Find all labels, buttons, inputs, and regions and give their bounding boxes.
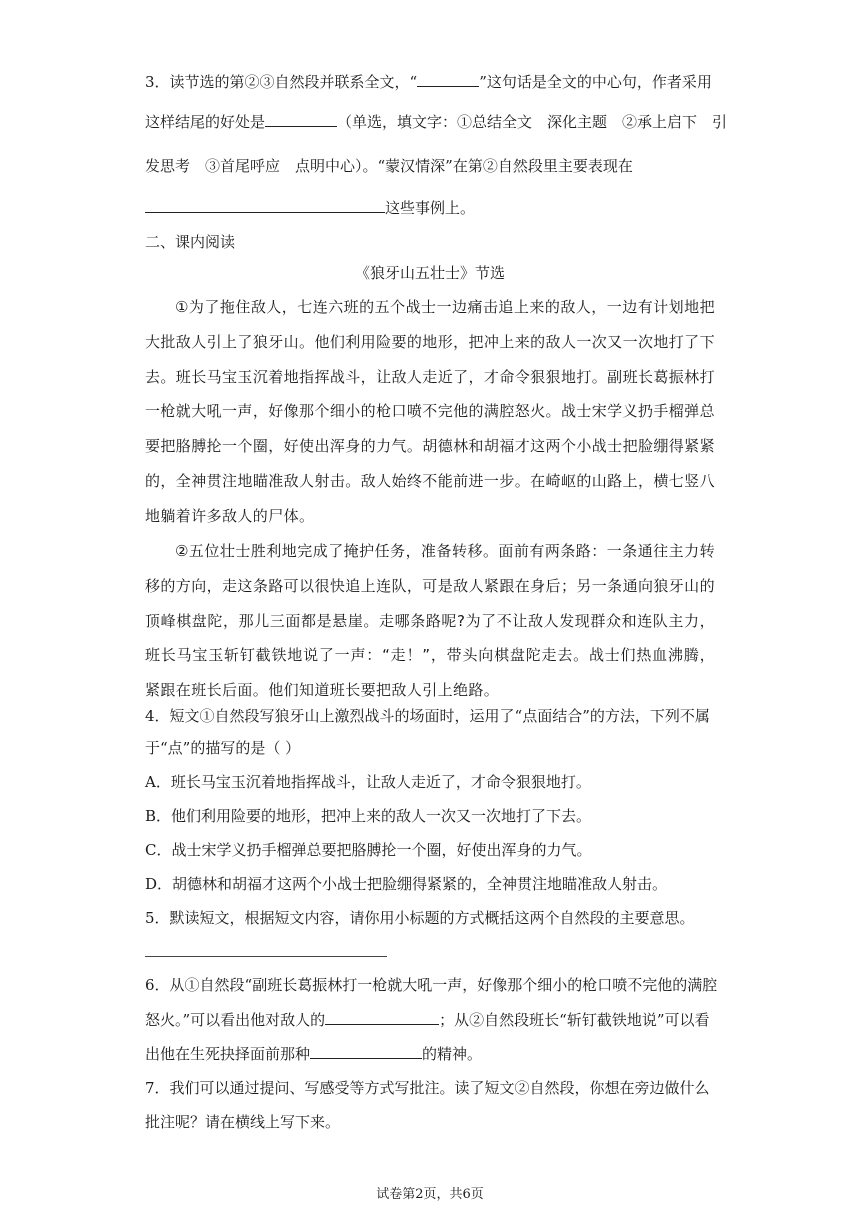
page-footer: 试卷第2页，共6页: [376, 1187, 484, 1202]
q5-answer-line[interactable]: [145, 956, 387, 957]
q6-line-2: [145, 1010, 715, 1030]
section-heading: 二、课内阅读: [145, 233, 236, 251]
q4-stem-line-1: 4．短文①自然段写狼牙山上激烈战斗的场面时，运用了“点面结合”的方法，下列不属: [145, 707, 710, 725]
q6-line-1: 6．从①自然段“副班长葛振林打一枪就大吼一声，好像那个细小的枪口喷不完他的满腔: [145, 976, 718, 994]
q6-text-d: 的精神。: [422, 1045, 483, 1063]
q4-option-a[interactable]: A．班长马宝玉沉着地指挥战斗，让敌人走近了，才命令狠狠地打。: [145, 773, 591, 791]
q6-line-3: [145, 1044, 715, 1064]
q6-text-a: 怒火。”可以看出他对敌人的: [145, 1011, 326, 1029]
q4-option-b[interactable]: B．他们利用险要的地形，把冲上来的敌人一次又一次地打了下去。: [145, 807, 592, 825]
q3-text-a: 3．读节选的第②③自然段并联系全文，“: [145, 73, 418, 91]
q3-text-d: （单选，填文字：①总结全文 深化主题 ②承上启下 引: [337, 113, 728, 131]
q4-stem-line-2: 于“点”的描写的是（ ）: [145, 739, 301, 757]
q6-text-c: 出他在生死抉择面前那种: [145, 1045, 311, 1063]
q3-text-e: 这些事例上。: [385, 199, 476, 217]
q3-text-c: 这样结尾的好处是: [145, 113, 266, 131]
passage-paragraph-1: ①为了拖住敌人，七连六班的五个战士一边痛击追上来的敌人，一边有计划地把大批敌人引上了狼牙山。他们利用险要的地形，把冲上来的敌人一次又一次地打了下去。班长马宝玉沉着地指挥战斗，让敌人走近了，才命令狠狠地打。副班长葛振林打一枪就大吼一声，好像那个细小的枪口喷不完他的满腔怒火。战士宋学义扔手榴弹总要把胳膊抡一个圈，好使出浑身的力气。胡德林和胡福才这两个小战士把脸绷得紧紧的，全神贯注地瞄准敌人射击。敌人始终不能前进一步。在崎岖的山路上，横七竖八地躺着许多敌人的尸体。: [145, 298, 715, 525]
passage-paragraph-2: ②五位壮士胜利地完成了掩护任务，准备转移。面前有两条路：一条通往主力转移的方向，走这条路可以很快追上连队，可是敌人紧跟在身后；另一条通向狼牙山的顶峰棋盘陀，那儿三面都是悬崖。走哪条路呢?为了不让敌人发现群众和连队主力，班长马宝玉斩钉截铁地说了一声：“走！”，带头向棋盘陀走去。战士们热血沸腾，紧跟在班长后面。他们知道班长要把敌人引上绝路。: [145, 542, 715, 700]
q3-line-3: 发思考 ③首尾呼应 点明中心）。“蒙汉情深”在第②自然段里主要表现在: [145, 157, 633, 175]
q6-blank-attitude[interactable]: [325, 1010, 439, 1025]
passage-title: 《狼牙山五壮士》节选: [354, 264, 505, 282]
q3-line-1: [145, 72, 715, 92]
q3-text-b: ”这句话是全文的中心句，作者采用: [479, 73, 712, 91]
q3-line-4: [145, 198, 715, 218]
q3-blank-examples[interactable]: [145, 198, 385, 213]
q5-stem: 5．默读短文，根据短文内容，请你用小标题的方式概括这两个自然段的主要意思。: [145, 909, 695, 927]
q7-line-1: 7．我们可以通过提问、写感受等方式写批注。读了短文②自然段，你想在旁边做什么: [145, 1079, 710, 1097]
q4-option-d[interactable]: D．胡德林和胡福才这两个小战士把脸绷得紧紧的，全神贯注地瞄准敌人射击。: [145, 875, 668, 893]
q3-blank-ending-benefit[interactable]: [265, 112, 337, 127]
q3-line-2: [145, 112, 728, 132]
q3-blank-central-sentence[interactable]: [417, 72, 479, 87]
q6-blank-spirit[interactable]: [310, 1044, 422, 1059]
q7-line-2: 批注呢？请在横线上写下来。: [145, 1113, 341, 1131]
q4-option-c[interactable]: C．战士宋学义扔手榴弹总要把胳膊抡一个圈，好使出浑身的力气。: [145, 841, 592, 859]
q6-text-b: ；从②自然段班长“斩钉截铁地说”可以看: [439, 1011, 710, 1029]
